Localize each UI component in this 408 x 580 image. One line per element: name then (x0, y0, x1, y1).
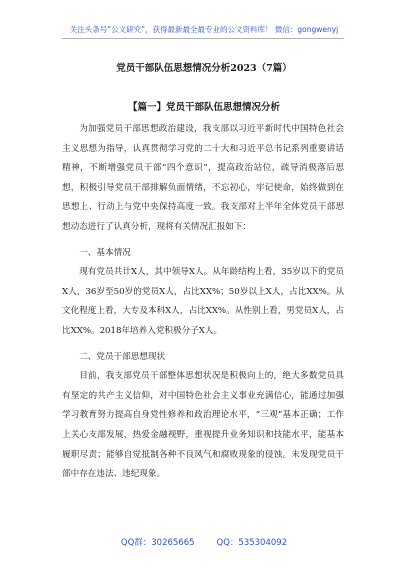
footer-contacts (0, 536, 408, 548)
paragraph-basic-situation: 现有党员共计X人，其中领导X人。从年龄结构上看，35岁以下的党员X人，36岁至50岁的党员X人，占比XX%；50岁以上X人，占比XX%。从文化程度上看，大专及本科X人，占比XX%。从性别上看，男党员X人，占比XX%。2018年培养入党积极分子X人。 (62, 267, 344, 336)
footer-qq-group: QQ群：30265665 (120, 538, 195, 548)
heading-basic-situation: 一、基本情况 (79, 247, 131, 258)
footer-qq: QQ：535304092 (216, 538, 288, 548)
document-title: 党员干部队伍思想情况分析2023（7篇） (116, 63, 292, 74)
paragraph-intro: 为加强党员干部思想政治建设，我支部以习近平新时代中国特色社会主义思想为指导，认真贯彻学习党的二十大和习近平总书记系列重要讲话精神，不断增强党员干部“四个意识”，提高政治站位，疏导消极落后思想，积极引导党员干部排解负面情绪，不忘初心，牢记使命，始终做到在思想上、行动上与党中央保持高度一致。我支部对上半年全体党员干部思想动态进行了认真分析，现将有关情况汇报如下： (62, 124, 344, 232)
header-divider (62, 38, 344, 39)
document-body (62, 120, 344, 485)
section-title: 【篇一】党员干部队伍思想情况分析 (127, 102, 280, 113)
paragraph-thought-status: 目前，我支部党员干部整体思想状况是积极向上的，绝大多数党员具有坚定的共产主义信仰，对中国特色社会主义事业充满信心，能通过加强学习教育努力提高自身党性修养和政治理论水平，“三观”基本正确；工作上关心支部发展，热爱金融视野，重视提升业务知识和技能水平，能基本履职尽责；能够自觉抵制各种不良风气和腐败现象的侵蚀。未发现党员干部中存在违法、违纪现象。 (62, 371, 344, 480)
header-notice: 关注头条号“公文研究”，获得最新最全最专业的公文资料库！ 微信：gongwenyj (69, 25, 339, 34)
heading-thought-status: 二、党员干部思想现状 (79, 351, 166, 362)
